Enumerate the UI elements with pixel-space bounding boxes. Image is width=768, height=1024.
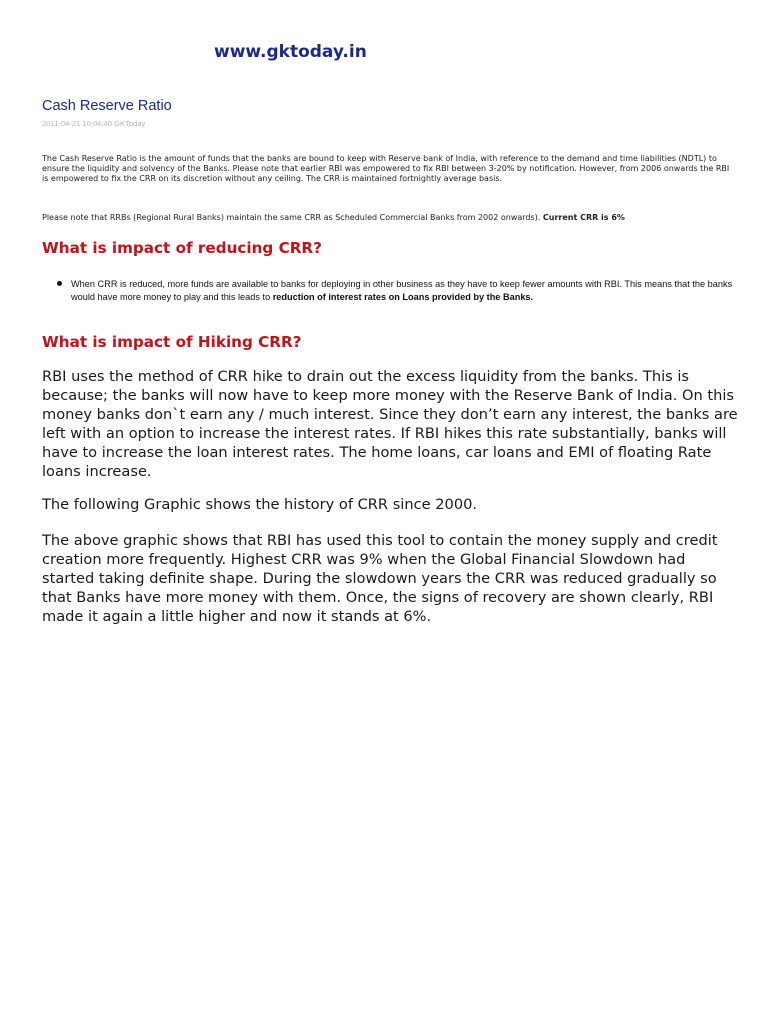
bullet-icon <box>57 281 62 286</box>
article-meta: 2011-04-21 10:04:40 GKToday <box>42 119 146 128</box>
hiking-paragraph-2: The following Graphic shows the history of CRR since 2000. <box>42 496 478 513</box>
bullet-text-bold: reduction of interest rates on Loans provided by the Banks. <box>272 292 534 302</box>
reducing-bullet-list <box>42 278 742 304</box>
hiking-paragraph-1: RBI uses the method of CRR hike to drain out the excess liquidity from the banks. This is because; the banks will now have to keep more money with the Reserve Bank of India. On this money banks don`t earn any / much interest. Since they don’t earn any interest, the banks are left with an option to increase the interest rates. If RBI hikes this rate substantially, banks will have to increase the loan interest rates. The home loans, car loans and EMI of floating Rate loans increase. <box>42 368 738 480</box>
heading-reducing-crr: What is impact of reducing CRR? <box>42 239 322 257</box>
bullet-text-regular: When CRR is reduced, more funds are available to banks for deploying in other business as they have to keep fewer amounts with RBI. This means that the banks would have more money to play and this leads to <box>71 279 733 302</box>
hiking-paragraph-3: The above graphic shows that RBI has used this tool to contain the money supply and credit creation more frequently. Highest CRR was 9% when the Global Financial Slowdown had started taking definite shape. During the slowdown years the CRR was reduced gradually so that Banks have more money with them. Once, the signs of recovery are shown clearly, RBI made it again a little higher and now it stands at 6%. <box>42 532 718 625</box>
site-url[interactable]: www.gktoday.in <box>214 42 367 62</box>
rrb-note-text: Please note that RRBs (Regional Rural Banks) maintain the same CRR as Scheduled Commercial Banks from 2002 onwards). <box>42 213 543 222</box>
current-crr-text: Current CRR is 6% <box>542 213 625 222</box>
bullet-text <box>71 278 736 304</box>
article-title[interactable]: Cash Reserve Ratio <box>42 98 172 114</box>
intro-paragraph: The Cash Reserve Ratio is the amount of funds that the banks are bound to keep with Reserve bank of India, with reference to the demand and time liabilities (NDTL) to ensure the liquidity and solvency of the Banks. Please note that earlier RBI was empowered to fix RBI between 3-20% by notification. However, from 2006 onwards the RBI is empowered to fix the CRR on its discretion without any ceiling. The CRR is maintained fortnightly average basis. <box>42 154 730 183</box>
list-item <box>42 278 742 304</box>
rrb-note-paragraph <box>42 213 742 223</box>
heading-hiking-crr: What is impact of Hiking CRR? <box>42 333 302 351</box>
